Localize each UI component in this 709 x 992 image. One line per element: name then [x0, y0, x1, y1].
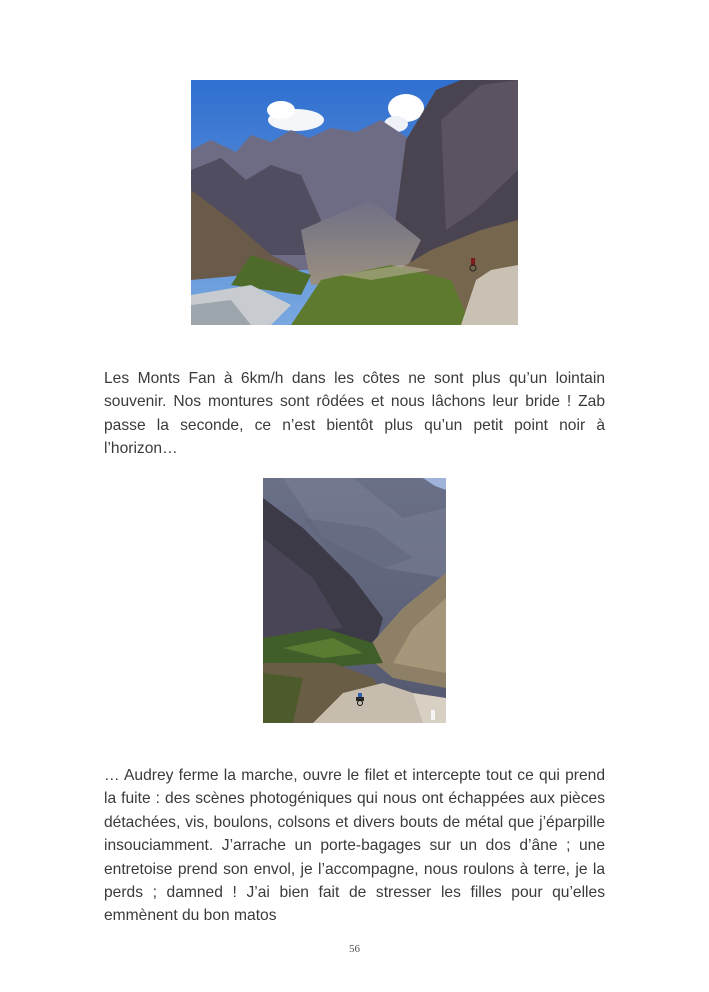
cyclist-valley-photo — [263, 478, 446, 723]
page-number: 56 — [349, 943, 360, 955]
mountain-valley-photo — [191, 80, 518, 325]
paragraph-monts-fan: Les Monts Fan à 6km/h dans les côtes ne sont plus qu’un lointain souvenir. Nos montures sont rôdées et nous lâchons leur bride ! Zab passe la seconde, ce n’est bientôt plus qu’un petit point noir à l’horizon… — [104, 370, 605, 458]
paragraph-audrey: … Audrey ferme la marche, ouvre le filet et intercepte tout ce qui prend la fuite : des scènes photogéniques qui nous ont échappées aux pièces détachées, vis, boulons, colsons et divers bouts de métal que j’éparpille insouciamment. J’arrache un porte-bagages sur un dos d’âne ; une entretoise prend son envol, je l’accompagne, nous roulons à terre, je la perds ; damned ! J’ai bien fait de stresser les filles pour qu’elles emmènent du bon matos — [104, 767, 605, 925]
